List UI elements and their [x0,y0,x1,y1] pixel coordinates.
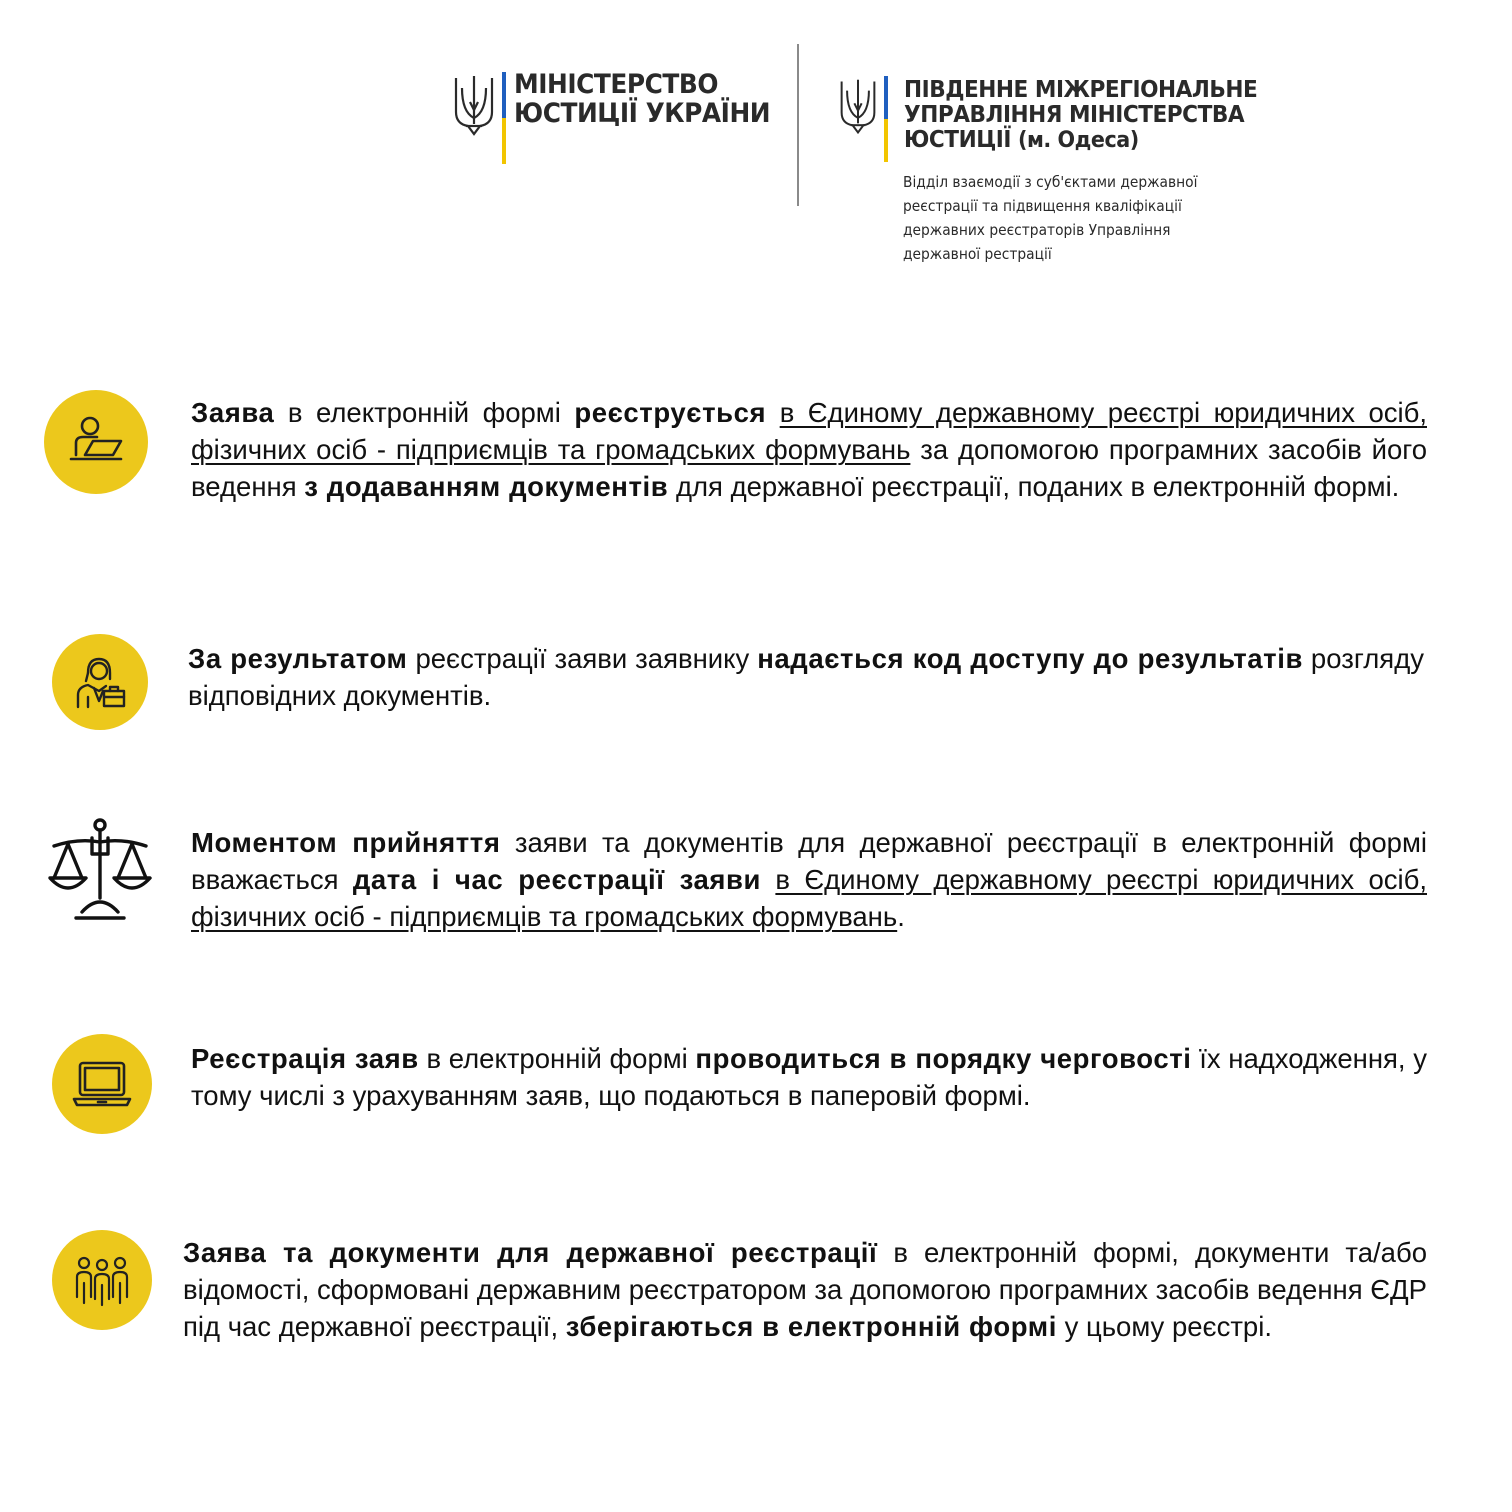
trident-emblem-icon [452,72,496,140]
people-group-icon [73,1253,131,1307]
icon-badge [52,634,148,730]
woman-briefcase-icon [70,651,130,713]
department-subtitle: Відділ взаємодії з суб'єктами державної реєстрації та підвищення кваліфікації державних реєстраторів Управління державної рестрації [903,173,1198,263]
item-text: Реєстрація заяв в електронній формі проводиться в порядку черговості їх надходження, у тому числі з урахуванням заяв, що подаються в паперовій формі. [191,1043,1427,1111]
flag-bar [502,72,506,164]
page-header [0,0,1512,280]
trident-emblem-icon [838,76,878,138]
department-name: ПІВДЕННЕ МІЖРЕГІОНАЛЬНЕ УПРАВЛІННЯ МІНІСТЕРСТВА ЮСТИЦІЇ (м. Одеса) [904,77,1258,153]
flag-bar [884,76,888,162]
item-text: За результатом реєстрації заяви заявнику надається код доступу до результатів розгляду відповідних документів. [188,643,1424,711]
icon-badge [52,1230,152,1330]
icon-badge [44,390,148,494]
registry-reference: в Єдиному державному реєстрі юридичних осіб, фізичних осіб - підприємців та громадських формувань [191,397,1427,465]
ministry-name: МІНІСТЕРСТВО ЮСТИЦІЇ УКРАЇНИ [514,69,771,129]
header-divider [797,44,799,206]
person-laptop-icon [65,411,127,473]
icon-badge [52,1034,152,1134]
laptop-icon [72,1059,132,1109]
item-text: Заява в електронній формі реєструється в Єдиному державному реєстрі юридичних осіб, фізичних осіб - підприємців та громадських формувань за допомогою програмних засобів його ведення з додаванням документів для державної реєстрації, поданих в електронній формі. [191,397,1427,502]
item-text: Заява та документи для державної реєстрації в електронній формі, документи та/або відомості, сформовані державним реєстратором за допомогою програмних засобів ведення ЄДР під час державної реєстрації, зберігаються в електронній формі у цьому реєстрі. [183,1237,1427,1342]
item-text: Моментом прийняття заяви та документів для державної реєстрації в електронній формі вважається дата і час реєстрації заяви в Єдиному державному реєстрі юридичних осіб, фізичних осіб - підприємців та громадських формувань. [191,827,1427,932]
registry-reference: в Єдиному державному реєстрі юридичних осіб, фізичних осіб - підприємців та громадських формувань [191,864,1427,932]
scales-icon [48,816,152,922]
